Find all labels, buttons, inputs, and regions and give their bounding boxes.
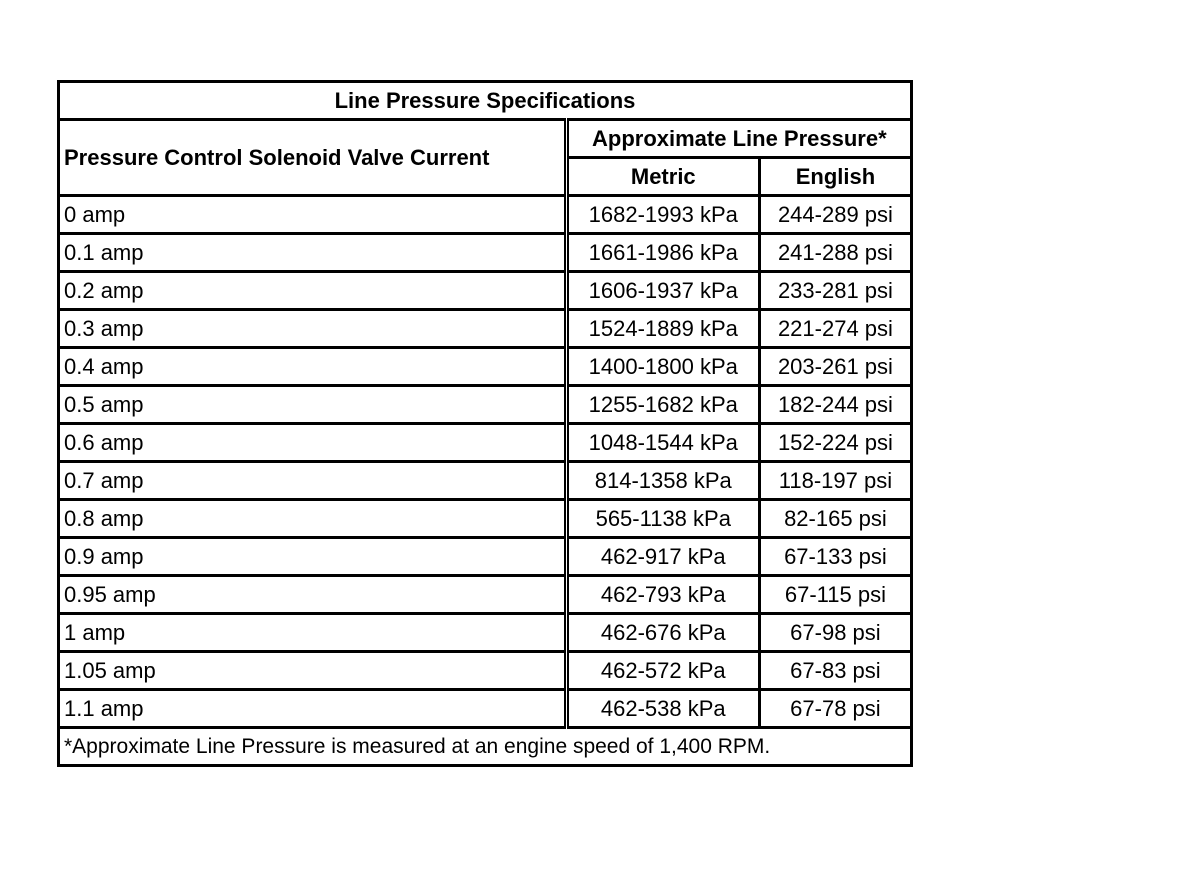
current-cell: 0.3 amp [59,310,567,348]
header-metric: Metric [566,158,759,196]
english-cell: 244-289 psi [759,196,911,234]
current-cell: 1.1 amp [59,690,567,728]
line-pressure-table [57,80,913,767]
table-row [59,538,912,576]
header-row-1 [59,120,912,158]
metric-cell: 462-572 kPa [566,652,759,690]
english-cell: 67-133 psi [759,538,911,576]
english-cell: 221-274 psi [759,310,911,348]
metric-cell: 565-1138 kPa [566,500,759,538]
metric-cell: 1400-1800 kPa [566,348,759,386]
metric-cell: 1255-1682 kPa [566,386,759,424]
table-row [59,386,912,424]
current-cell: 0.1 amp [59,234,567,272]
metric-cell: 462-917 kPa [566,538,759,576]
current-cell: 0.8 amp [59,500,567,538]
table-row [59,196,912,234]
current-cell: 0.95 amp [59,576,567,614]
current-cell: 1 amp [59,614,567,652]
current-cell: 0.6 amp [59,424,567,462]
english-cell: 233-281 psi [759,272,911,310]
table-row [59,424,912,462]
table-row [59,272,912,310]
table-row [59,462,912,500]
metric-cell: 462-793 kPa [566,576,759,614]
header-current: Pressure Control Solenoid Valve Current [59,120,567,196]
metric-cell: 1048-1544 kPa [566,424,759,462]
english-cell: 67-115 psi [759,576,911,614]
metric-cell: 814-1358 kPa [566,462,759,500]
english-cell: 152-224 psi [759,424,911,462]
title-row [59,82,912,120]
table-title: Line Pressure Specifications [59,82,912,120]
metric-cell: 1682-1993 kPa [566,196,759,234]
table-row [59,652,912,690]
current-cell: 0.2 amp [59,272,567,310]
metric-cell: 1661-1986 kPa [566,234,759,272]
current-cell: 0.9 amp [59,538,567,576]
english-cell: 82-165 psi [759,500,911,538]
table-row [59,690,912,728]
table-row [59,500,912,538]
current-cell: 0.4 amp [59,348,567,386]
english-cell: 67-83 psi [759,652,911,690]
metric-cell: 462-538 kPa [566,690,759,728]
footnote: *Approximate Line Pressure is measured at an engine speed of 1,400 RPM. [59,728,912,766]
table-row [59,234,912,272]
table-row [59,348,912,386]
metric-cell: 1524-1889 kPa [566,310,759,348]
table-row [59,310,912,348]
header-approx-line-pressure: Approximate Line Pressure* [566,120,911,158]
current-cell: 0.5 amp [59,386,567,424]
current-cell: 0.7 amp [59,462,567,500]
table-row [59,576,912,614]
current-cell: 0 amp [59,196,567,234]
english-cell: 182-244 psi [759,386,911,424]
current-cell: 1.05 amp [59,652,567,690]
english-cell: 241-288 psi [759,234,911,272]
table-row [59,614,912,652]
footnote-row [59,728,912,766]
table-body [59,82,912,766]
english-cell: 67-78 psi [759,690,911,728]
english-cell: 203-261 psi [759,348,911,386]
english-cell: 67-98 psi [759,614,911,652]
english-cell: 118-197 psi [759,462,911,500]
metric-cell: 462-676 kPa [566,614,759,652]
metric-cell: 1606-1937 kPa [566,272,759,310]
header-english: English [759,158,911,196]
